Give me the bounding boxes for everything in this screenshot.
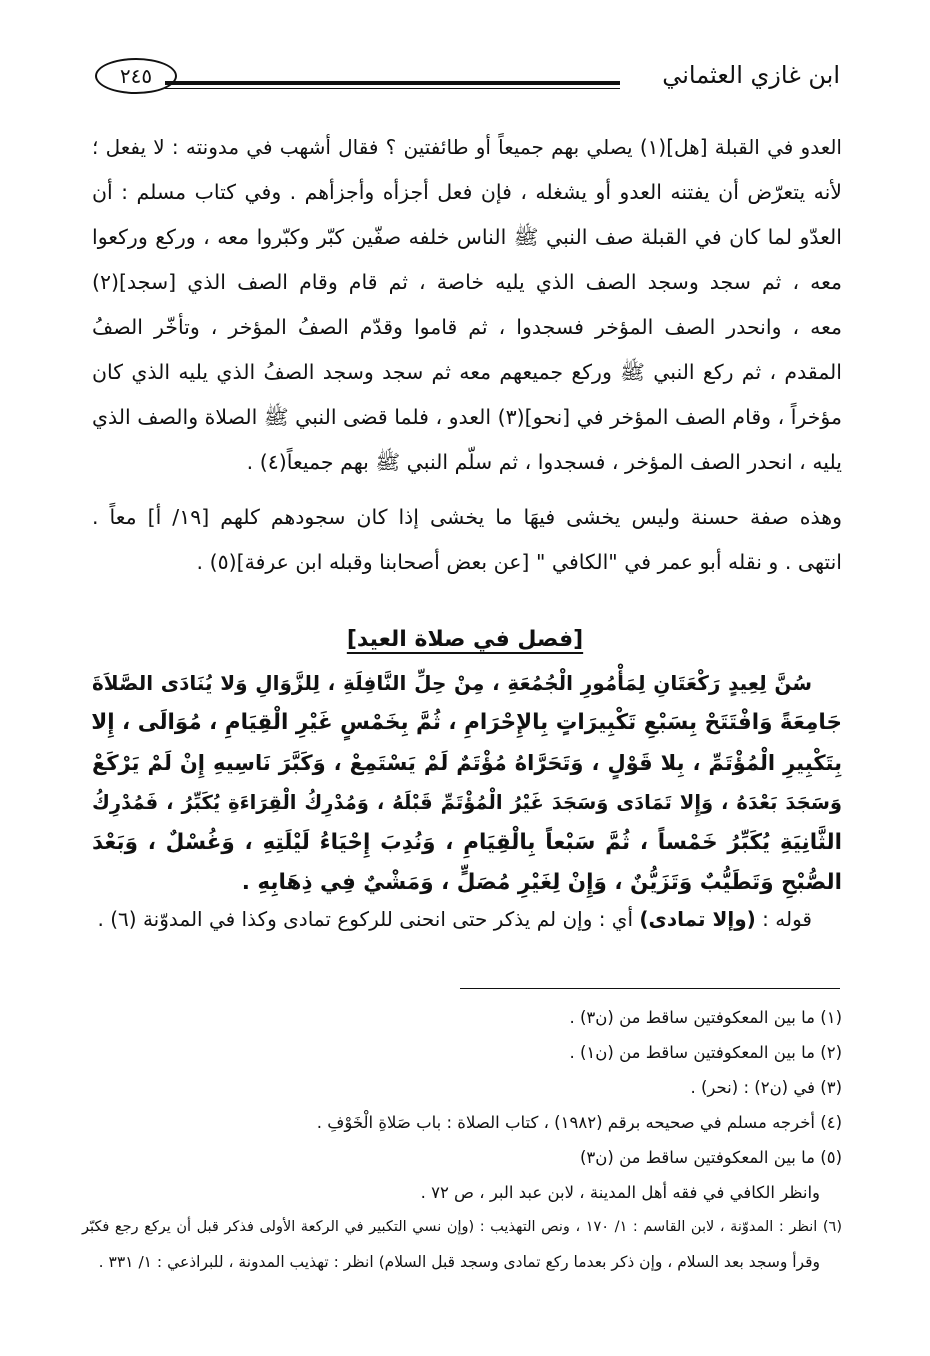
text-line: معه ، وانحدر الصف المؤخر فسجدوا ، ثم قاموا وقدّم الصفُ المؤخر ، وتأخّر الصفُ xyxy=(92,315,842,339)
page-number: ٢٤٥ xyxy=(95,58,177,94)
text-line: العدّو لما كان في القبلة صف النبي ﷺ الناس خلفه صفّين كبّر وكبّروا معه ، وركع وركعوا xyxy=(92,225,842,249)
text-line: يليه ، انحدر الصف المؤخر ، فسجدوا ، ثم سلّم النبي ﷺ بهم جميعاً(٤) . xyxy=(246,450,842,474)
footnote: (١) ما بين المعكوفتين ساقط من (ن٣) . xyxy=(569,1008,842,1027)
matn-text xyxy=(92,663,842,903)
footnote: (٤) أخرجه مسلم في صحيحه برقم (١٩٨٢) ، كتاب الصلاة : باب صَلاةِ الْخَوْفِ . xyxy=(316,1113,842,1132)
footnote-continuation: وقرأ وسجد بعد السلام ، وإن ذكر بعدما ركع تمادى وسجد قبل السلام) انظر : تهذيب المدونة ، للبراذعي : ١/ ٣٣١ . xyxy=(98,1253,820,1271)
commentary-quote: (وإلا تمادى) xyxy=(639,907,756,931)
section-heading xyxy=(0,622,930,658)
text-line: المقدم ، ثم ركع النبي ﷺ وركع جميعهم معه ثم سجد وسجد الصفُ الذي يليه الذي كان xyxy=(92,360,842,384)
matn-line: جَامِعَةً وَافْتَتَحْ بِسَبْعِ تَكْبِيرَاتٍ بِالإِحْرَامِ ، ثُمَّ بِخَمْسٍ غَيْرِ الْقِيَامِ ، مُوَالَى ، إِلا xyxy=(91,710,842,735)
footnote: (٣) في (ن٢) : (نحر) . xyxy=(690,1078,842,1097)
matn-line: وَسَجَدَ بَعْدَهُ ، وَإِلا تَمَادَى وَسَجَدَ غَيْرُ الْمُؤْتَمِّ قَبْلَهُ ، وَمُدْرِكُ الْقِرَاءَةِ يُكَبِّرُ ، فَمُدْرِكُ xyxy=(92,791,842,814)
paragraph-1 xyxy=(92,125,842,485)
footnote-continuation: وانظر الكافي في فقه أهل المدينة ، لابن عبد البر ، ص ٧٢ . xyxy=(420,1183,820,1202)
matn-line: سُنَّ لِعِيدٍ رَكْعَتَانِ لِمَأْمُورِ الْجُمُعَةِ ، مِنْ حِلِّ النَّافِلَةِ ، لِلزَّوَالِ وَلا يُنَادَى الصَّلاَةَ xyxy=(92,671,812,695)
commentary xyxy=(92,897,842,942)
header-rule xyxy=(165,81,620,85)
footnote: (٥) ما بين المعكوفتين ساقط من (ن٣) xyxy=(579,1148,842,1167)
text-line: وهذه صفة حسنة وليس يخشى فيهَا ما يخشى إذا كان سجودهم كلهم [١٩/ أ] معاً . xyxy=(92,505,842,529)
paragraph-2 xyxy=(92,495,842,585)
footnote-separator xyxy=(460,988,840,989)
matn-line: بِتَكْبِيرِ الْمُؤْتَمِّ ، بِلا قَوْلٍ ، وَتَحَرَّاهُ مُؤْتَمٌ لَمْ يَسْتَمِعْ ، وَكَبَّرَ نَاسِيهِ إِنْ لَمْ يَرْكَعْ xyxy=(92,751,842,775)
commentary-line xyxy=(92,897,842,942)
text-line: انتهى . و نقله أبو عمر في "الكافي " [عن بعض أصحابنا وقبله ابن عرفة](٥) . xyxy=(196,550,842,574)
matn-line: الصُّبْحِ وَتَطَيُّبٌ وَتَزَيُّنٌ ، وَإِنْ لِغَيْرِ مُصَلٍّ ، وَمَشْيٌ فِي ذِهَابِهِ . xyxy=(241,870,842,895)
page-header xyxy=(95,55,840,105)
commentary-rest: أي : وإن لم يذكر حتى انحنى للركوع تمادى وكذا في المدوّنة (٦) . xyxy=(97,907,640,931)
section-heading-text: [فصل في صلاة العيد] xyxy=(346,627,584,652)
footnotes xyxy=(82,1000,842,1280)
matn-line: الثَّانِيَةِ يُكَبِّرُ خَمْساً ، ثُمَّ سَبْعاً بِالْقِيَامِ ، وَنُدِبَ إِحْيَاءُ لَيْلَتِهِ ، وَغُسْلٌ ، وَبَعْدَ xyxy=(92,830,842,855)
text-line: معه ، ثم سجد وسجد الصف الذي يليه خاصة ، ثم قام وقام الصف الذي [سجد](٢) xyxy=(92,270,842,294)
running-title: ابن غازي العثماني xyxy=(662,61,840,89)
header-rule-thin xyxy=(165,88,620,89)
text-line: لأنه يتعرّض أن يفتنه العدو أو يشغله ، فإن فعل أجزأه وأجزأهم . وفي كتاب مسلم : أن xyxy=(92,180,842,204)
footnote: (٢) ما بين المعكوفتين ساقط من (ن١) . xyxy=(569,1043,842,1062)
main-text xyxy=(92,125,842,585)
text-line: مؤخراً ، وقام الصف المؤخر في [نحو](٣) العدو ، فلما قضى النبي ﷺ الصلاة والصف الذي xyxy=(92,405,842,429)
footnote: (٦) انظر : المدوّنة ، لابن القاسم : ١/ ١٧٠ ، ونص التهذيب : (وإن نسي التكبير في الركعة الأولى فذكر قبل أن يركع رجع فكبّر xyxy=(82,1219,842,1235)
text-line: العدو في القبلة [هل](١) يصلي بهم جميعاً أو طائفتين ؟ فقال أشهب في مدونته : لا يفعل ؛ xyxy=(92,135,842,159)
commentary-prefix: قوله : xyxy=(755,907,812,931)
